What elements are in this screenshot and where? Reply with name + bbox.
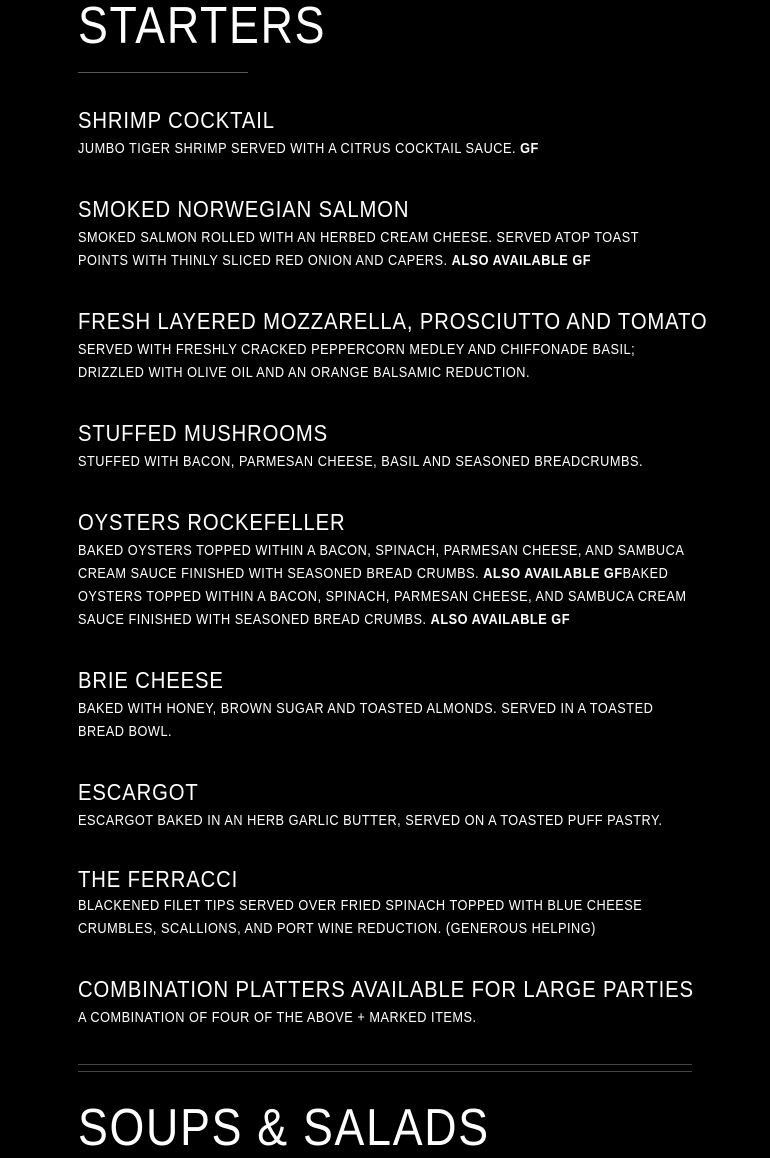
section-title-soups-salads: SOUPS & SALADS <box>78 1099 490 1157</box>
description-text: BAKED OYSTERS TOPPED WITHIN A BACON, SPINACH, PARMESAN CHEESE, AND SAMBUCA CREAM SAUCE FINISHED WITH SEASONED BREAD CRUMBS. <box>78 543 684 582</box>
menu-item-name: SMOKED NORWEGIAN SALMON <box>78 196 410 222</box>
section-divider <box>78 1064 692 1065</box>
menu-item-description <box>78 339 692 385</box>
dietary-tag-repeat: ALSO AVAILABLE GF <box>430 612 571 628</box>
section-title-starters: STARTERS <box>78 0 327 55</box>
description-text-repeat: BAKED OYSTERS TOPPED WITHIN A BACON, SPINACH, PARMESAN CHEESE, AND SAMBUCA CREAM SAUCE FINISHED WITH SEASONED BREAD CRUMBS. <box>78 566 687 628</box>
menu-item-shrimp-cocktail <box>78 106 692 161</box>
menu-item-description <box>78 451 692 474</box>
menu-item-description <box>78 1007 692 1030</box>
description-text: SERVED WITH FRESHLY CRACKED PEPPERCORN MEDLEY AND CHIFFONADE BASIL; DRIZZLED WITH OLIVE OIL AND AN ORANGE BALSAMIC REDUCTION. <box>78 342 636 381</box>
description-text: SMOKED SALMON ROLLED WITH AN HERBED CREAM CHEESE. SERVED ATOP TOAST POINTS WITH THINLY SLICED RED ONION AND CAPERS. <box>78 230 639 269</box>
title-underline <box>78 72 248 73</box>
menu-item-the-ferracci <box>78 865 692 941</box>
dietary-tag: ALSO AVAILABLE GF <box>451 253 592 269</box>
menu-item-smoked-salmon <box>78 195 692 273</box>
menu-item-description <box>78 540 692 632</box>
menu-item-name: COMBINATION PLATTERS AVAILABLE FOR LARGE PARTIES <box>78 976 694 1002</box>
menu-item-combination-platters <box>78 975 692 1030</box>
menu-item-oysters-rockefeller <box>78 508 692 632</box>
menu-item-description <box>78 895 692 941</box>
menu-item-escargot <box>78 778 692 833</box>
description-text: A COMBINATION OF FOUR OF THE ABOVE + MARKED ITEMS. <box>78 1010 477 1026</box>
menu-item-stuffed-mushrooms <box>78 419 692 474</box>
menu-item-name: FRESH LAYERED MOZZARELLA, PROSCIUTTO AND TOMATO <box>78 308 708 334</box>
description-text: ESCARGOT BAKED IN AN HERB GARLIC BUTTER, SERVED ON A TOASTED PUFF PASTRY. <box>78 813 663 829</box>
menu-item-name: SHRIMP COCKTAIL <box>78 107 275 133</box>
menu-item-name: THE FERRACCI <box>78 866 239 892</box>
description-text: STUFFED WITH BACON, PARMESAN CHEESE, BASIL AND SEASONED BREADCRUMBS. <box>78 454 644 470</box>
description-text: JUMBO TIGER SHRIMP SERVED WITH A CITRUS COCKTAIL SAUCE. <box>78 141 517 157</box>
section-divider <box>78 1071 692 1072</box>
dietary-tag: GF <box>520 141 539 157</box>
menu-item-name: BRIE CHEESE <box>78 667 224 693</box>
description-text: BAKED WITH HONEY, BROWN SUGAR AND TOASTED ALMONDS. SERVED IN A TOASTED BREAD BOWL. <box>78 701 654 740</box>
menu-item-description <box>78 810 692 833</box>
menu-item-description <box>78 227 692 273</box>
description-text: BLACKENED FILET TIPS SERVED OVER FRIED SPINACH TOPPED WITH BLUE CHEESE CRUMBLES, SCALLIONS, AND PORT WINE REDUCTION. (GENEROUS HELPING) <box>78 898 643 937</box>
menu-item-name: OYSTERS ROCKEFELLER <box>78 509 346 535</box>
menu-item-description <box>78 698 692 744</box>
menu-item-brie-cheese <box>78 666 692 744</box>
menu-item-name: STUFFED MUSHROOMS <box>78 420 328 446</box>
menu-item-description <box>78 138 692 161</box>
menu-item-name: ESCARGOT <box>78 779 199 805</box>
menu-item-mozzarella-prosciutto <box>78 307 708 385</box>
dietary-tag: ALSO AVAILABLE GF <box>483 566 623 582</box>
